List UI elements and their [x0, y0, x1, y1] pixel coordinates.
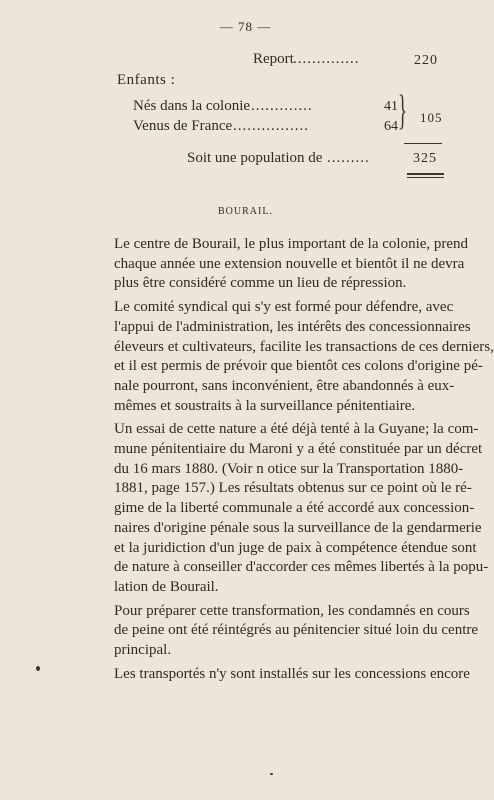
- double-rule-top: [407, 173, 444, 175]
- nes-leader-dots: .............: [251, 98, 313, 114]
- paragraph: [114, 420, 489, 597]
- text-line: principal.: [114, 642, 172, 659]
- text-line: éleveurs et cultivateurs, facilite les transactions de ces derniers,: [114, 338, 494, 355]
- report-label: Report: [253, 51, 294, 67]
- text-line: gime de la liberté communale a été accordé aux concession-: [114, 500, 475, 517]
- population-label: Soit une population de: [187, 150, 323, 166]
- text-line: Pour préparer cette transformation, les condamnés en cours: [114, 602, 470, 619]
- venus-leader-dots: ................: [233, 118, 309, 134]
- double-rule-bottom: [407, 177, 444, 178]
- report-value: 220: [414, 53, 438, 68]
- text-line: Les transportés n'y sont installés sur les concessions encore: [114, 665, 470, 682]
- total-rule: [404, 143, 442, 144]
- text-line: et il est permis de prévoir que bientôt ces colons d'origine pé-: [114, 358, 483, 375]
- text-line: mune pénitentiaire du Maroni y a été constituée par un décret: [114, 441, 483, 458]
- text-line: plus être considéré comme un lieu de répression.: [114, 275, 407, 292]
- paragraph: [114, 602, 479, 661]
- text-line: Le centre de Bourail, le plus important de la colonie, prend: [114, 236, 469, 252]
- population-leader-dots: .........: [327, 150, 370, 166]
- text-line: Le comité syndical qui s'y est formé pour défendre, avec: [114, 299, 454, 316]
- text-line: lation de Bourail.: [114, 578, 219, 595]
- report-leader-dots: ..............: [293, 51, 360, 67]
- venus-value: 64: [384, 119, 398, 134]
- venus-label: Venus de France: [133, 118, 233, 134]
- text-line: du 16 mars 1880. (Voir n otice sur la Transportation 1880-: [114, 460, 464, 477]
- text-line: de peine ont été réintégrés au pénitencier situé loin du centre: [114, 622, 479, 639]
- text-line: naires d'origine pénale sous la surveillance de la gendarmerie: [114, 519, 482, 536]
- text-line: et la juridiction d'un juge de paix à compétence étendue sont: [114, 539, 477, 556]
- paragraph: [114, 298, 494, 416]
- paragraph: [114, 665, 470, 685]
- text-line: chaque année une extension nouvelle et bientôt il ne devra: [114, 255, 465, 272]
- text-line: nale pourront, sans inconvénient, être abandonnés à eux-: [114, 377, 455, 394]
- text-line: 1881, page 157.) Les résultats obtenus sur ce point où le ré-: [114, 480, 472, 497]
- text-line: l'appui de l'administration, les intérêts des concessionnaires: [114, 318, 471, 335]
- nes-value: 41: [384, 99, 398, 114]
- section-heading: BOURAIL.: [218, 206, 273, 217]
- text-line: Un essai de cette nature a été déjà tenté à la Guyane; la com-: [114, 421, 479, 438]
- curly-brace: }: [398, 88, 408, 134]
- population-value: 325: [413, 151, 437, 166]
- subtotal-value: 105: [420, 110, 443, 125]
- text-line: de nature à conseiller d'accorder ces mêmes libertés à la popu-: [114, 559, 489, 576]
- ink-speck: [36, 666, 40, 671]
- paragraph: [114, 235, 469, 294]
- text-line: mêmes et soustraits à la surveillance pénitentiaire.: [114, 397, 416, 414]
- nes-label: Nés dans la colonie: [133, 98, 251, 114]
- enfants-label: Enfants :: [117, 72, 176, 88]
- page-number: — 78 —: [219, 19, 272, 34]
- body-text: [114, 235, 494, 688]
- ink-speck: [270, 773, 273, 775]
